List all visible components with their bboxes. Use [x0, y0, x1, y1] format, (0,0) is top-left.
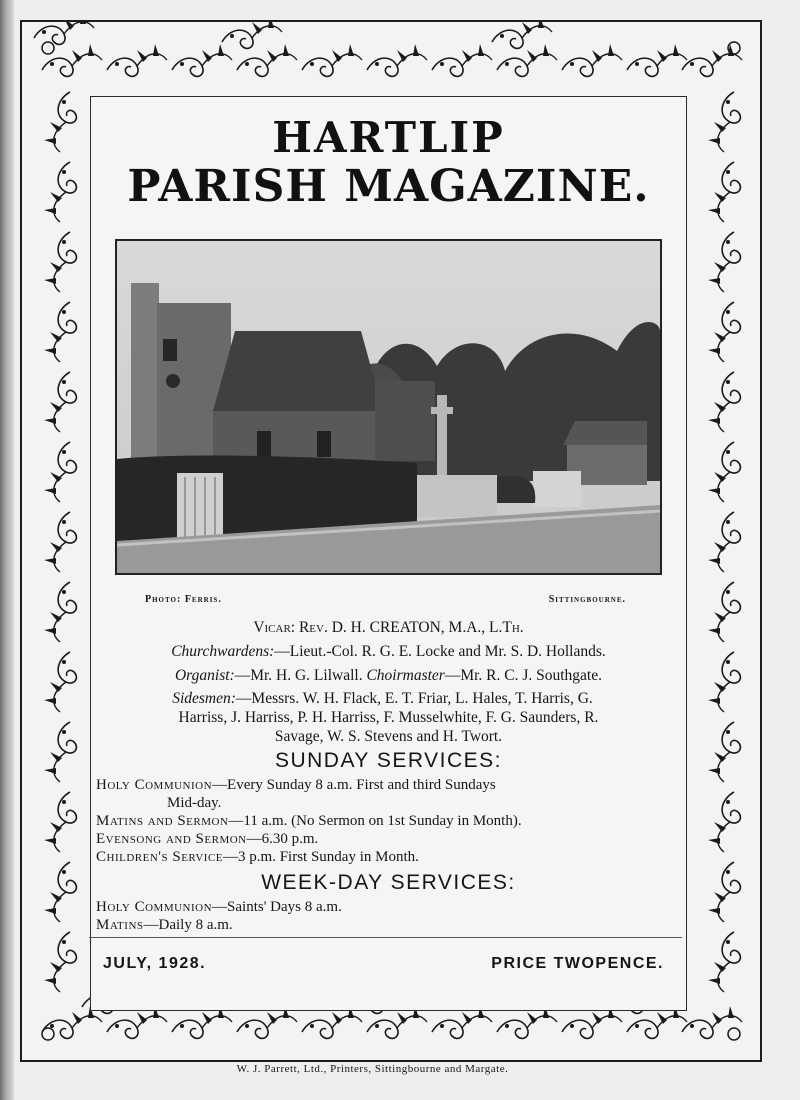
weekday-matins-name: Matins — [96, 917, 144, 933]
organist-name: —Mr. H. G. Lilwall. — [234, 667, 363, 684]
masthead-title: HARTLIP — [272, 113, 505, 162]
sunday-communion-time: —Every Sunday 8 a.m. First and third Sundays — [212, 777, 496, 793]
sunday-communion — [96, 777, 496, 794]
weekday-matins — [96, 917, 233, 934]
sidesmen-line-2: Harriss, J. Harriss, P. H. Harriss, F. Musselwhite, F. G. Saunders, R. — [178, 709, 599, 726]
vicar-line — [91, 619, 686, 637]
churchwardens-label: Churchwardens: — [171, 643, 275, 660]
churchwardens-line — [91, 643, 686, 661]
sunday-matins-name: Matins and Sermon — [96, 813, 229, 829]
weekday-communion — [96, 899, 342, 916]
sunday-matins — [96, 813, 522, 830]
sunday-children-time: —3 p.m. First Sunday in Month. — [223, 849, 419, 865]
sidesmen-line-3: Savage, W. S. Stevens and H. Twort. — [274, 728, 503, 745]
sunday-heading: SUNDAY SERVICES: — [274, 749, 503, 772]
organist-label: Organist: — [174, 667, 235, 684]
weekday-heading: WEEK-DAY SERVICES: — [261, 871, 516, 894]
sidesmen-label: Sidesmen: — [172, 690, 236, 707]
sunday-evensong-name: Evensong and Sermon — [96, 831, 247, 847]
cover-panel — [90, 96, 687, 1011]
printer-imprint: W. J. Parrett, Ltd., Printers, Sittingbourne and Margate. — [236, 1063, 509, 1075]
magazine-cover — [20, 20, 762, 1062]
choirmaster-label: Choirmaster — [366, 667, 445, 684]
sunday-matins-time: —11 a.m. (No Sermon on 1st Sunday in Month). — [228, 813, 522, 829]
weekday-matins-time: —Daily 8 a.m. — [143, 917, 233, 933]
sunday-children — [96, 849, 419, 866]
organist-line — [91, 667, 686, 685]
sunday-evensong — [96, 831, 318, 848]
sidesmen-names-1: —Messrs. W. H. Flack, E. T. Friar, L. Hales, T. Harris, G. — [235, 690, 593, 707]
weekday-communion-time: —Saints' Days 8 a.m. — [212, 899, 342, 915]
sunday-children-name: Children's Service — [96, 849, 224, 865]
issue-date: JULY, 1928. — [103, 955, 207, 972]
sidesmen-line-1 — [85, 690, 680, 708]
sunday-communion-cont: Mid-day. — [167, 795, 222, 811]
vicar-label: Vicar: — [253, 619, 296, 636]
weekday-communion-name: Holy Communion — [96, 899, 213, 915]
sunday-communion-name: Holy Communion — [96, 777, 213, 793]
churchwardens-names: —Lieut.-Col. R. G. E. Locke and Mr. S. D. Hollands. — [274, 643, 606, 660]
sunday-evensong-time: —6.30 p.m. — [246, 831, 319, 847]
photo-location: Sittingbourne. — [548, 594, 626, 605]
binding-shadow — [0, 0, 14, 1100]
choirmaster-name: —Mr. R. C. J. Southgate. — [444, 667, 602, 684]
photo-credit: Photo: Ferris. — [145, 594, 222, 605]
masthead-subtitle: PARISH MAGAZINE. — [127, 161, 650, 212]
vicar-name: Rev. D. H. CREATON, M.A., L.Th. — [298, 619, 524, 636]
footer-divider — [89, 937, 682, 938]
church-photo — [115, 239, 662, 575]
price-label: PRICE TWOPENCE. — [491, 955, 664, 972]
